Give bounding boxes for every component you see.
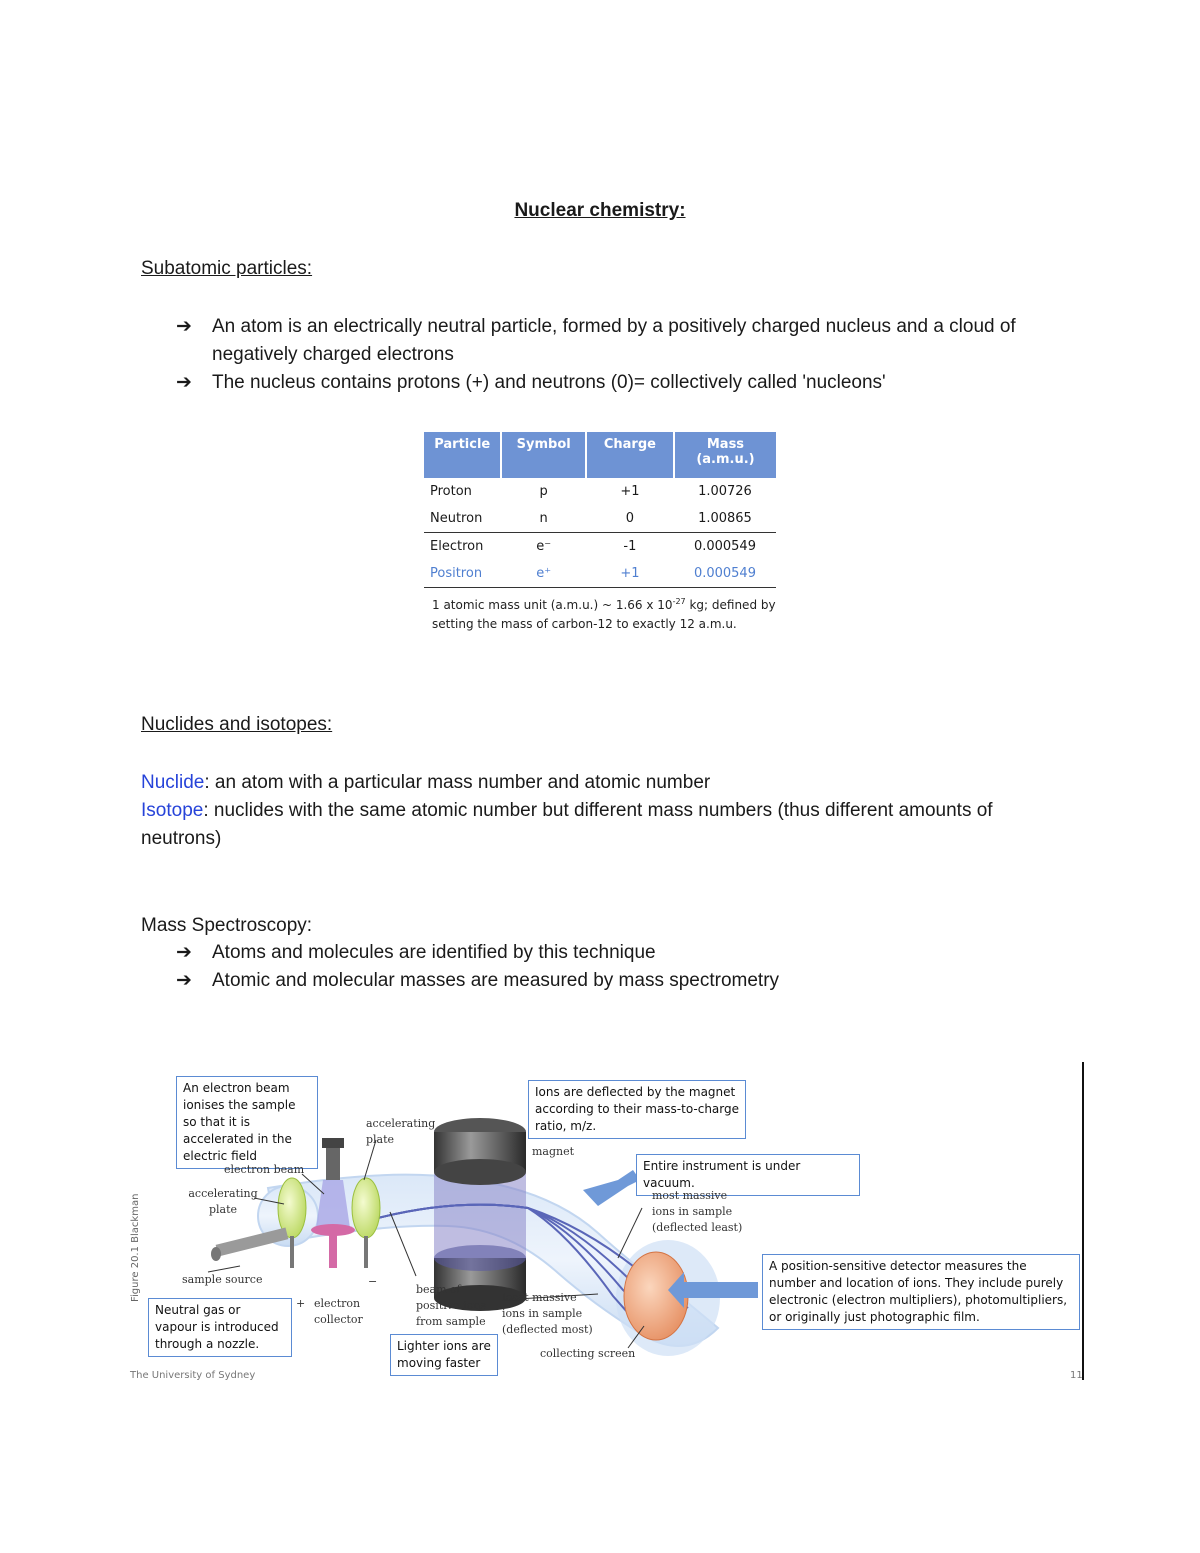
cell-particle: Neutron <box>430 511 483 526</box>
cell-mass: 1.00726 <box>698 484 752 499</box>
col-charge: Charge <box>586 432 674 478</box>
label-minus: − <box>368 1275 378 1288</box>
cell-charge: +1 <box>620 484 640 499</box>
cell-particle: Proton <box>430 484 472 499</box>
label-magnet: magnet <box>532 1145 575 1158</box>
cell-particle: Electron <box>424 533 501 561</box>
footer-page-number: 11 <box>1070 1370 1083 1381</box>
electron-collector-icon <box>329 1230 337 1268</box>
arrow-icon: ➔ <box>176 316 192 337</box>
label-plus: + <box>296 1297 306 1310</box>
label-collecting-screen: collecting screen <box>540 1347 636 1360</box>
arrow-icon: ➔ <box>176 942 192 963</box>
label-accelerating-plate-top: accelerating plate <box>366 1117 436 1146</box>
cell-mass: 1.00865 <box>698 511 752 526</box>
label-beam-of-ions: beam of positive ions from sample <box>416 1283 486 1328</box>
isotope-definition: Isotope: nuclides with the same atomic number but different mass numbers (thus different amounts of neutrons) <box>141 800 993 849</box>
cell-particle: Positron <box>424 560 501 588</box>
label-accelerating-plate-left: accelerating plate <box>188 1187 258 1216</box>
mass-spec-heading: Mass Spectroscopy: <box>141 915 313 936</box>
callout-lighter-ions: Lighter ions are moving faster <box>390 1334 498 1376</box>
callout-vacuum: Entire instrument is under vacuum. <box>636 1154 860 1196</box>
cell-symbol: n <box>539 511 548 526</box>
arrow-icon: ➔ <box>176 372 192 393</box>
particle-table <box>424 432 776 588</box>
nuclides-heading: Nuclides and isotopes: <box>141 714 333 735</box>
table-row <box>424 478 776 505</box>
col-particle: Particle <box>424 432 501 478</box>
cell-symbol: e⁻ <box>501 533 585 561</box>
cell-mass: 0.000549 <box>674 533 776 561</box>
table-row <box>424 505 776 533</box>
list-item: ➔ Atoms and molecules are identified by this technique <box>176 939 1056 967</box>
cell-symbol: p <box>539 484 548 499</box>
callout-electron-beam: An electron beam ionises the sample so that it is accelerated in the electric field <box>176 1076 318 1169</box>
mass-spectrometer-diagram <box>128 1058 1088 1382</box>
callout-neutral-gas: Neutral gas or vapour is introduced through a nozzle. <box>148 1298 292 1357</box>
figure-credit: Figure 20.1 Blackman <box>130 1193 141 1302</box>
label-sample-source: sample source <box>182 1273 263 1286</box>
cell-symbol: e⁺ <box>501 560 585 588</box>
col-symbol: Symbol <box>501 432 585 478</box>
isotope-term: Isotope <box>141 800 204 821</box>
cell-charge: 0 <box>625 511 635 526</box>
list-item: ➔ An atom is an electrically neutral particle, formed by a positively charged nucleus and a cloud of negatively charged electrons <box>176 313 1056 369</box>
callout-deflected: Ions are deflected by the magnet according to their mass-to-charge ratio, m/z. <box>528 1080 746 1139</box>
cell-charge: -1 <box>586 533 674 561</box>
label-most-massive: most massive ions in sample (deflected least) <box>652 1189 743 1234</box>
table-row <box>424 560 776 588</box>
arrow-icon: ➔ <box>176 970 192 991</box>
table-footnote: 1 atomic mass unit (a.m.u.) ~ 1.66 x $10^{-27}$ kg; defined by setting the mass of carbon-12 to exactly 12 a.m.u. <box>432 597 776 631</box>
cell-charge: +1 <box>586 560 674 588</box>
col-mass: Mass (a.m.u.) <box>674 432 776 478</box>
accelerating-plate-right <box>352 1178 380 1238</box>
footer-university: The University of Sydney <box>130 1370 256 1381</box>
table-header-row <box>424 432 776 478</box>
nuclide-definition: Nuclide: an atom with a particular mass number and atomic number <box>141 772 711 793</box>
subatomic-bullets <box>176 313 1056 397</box>
subatomic-heading: Subatomic particles: <box>141 258 313 279</box>
label-least-massive: least massive ions in sample (deflected most) <box>502 1291 593 1336</box>
mass-spec-bullets <box>176 939 1056 995</box>
cell-mass: 0.000549 <box>674 560 776 588</box>
nuclides-definitions <box>141 769 1021 853</box>
nuclide-term: Nuclide <box>141 772 205 793</box>
label-electron-collector: electron collector <box>314 1297 363 1326</box>
list-item: ➔ Atomic and molecular masses are measured by mass spectrometry <box>176 967 1056 995</box>
electron-gun-icon <box>326 1146 340 1180</box>
table-row <box>424 533 776 561</box>
callout-detector: A position-sensitive detector measures the number and location of ions. They include purely electronic (electron multipliers), photomultipliers, or originally just photographic film. <box>762 1254 1080 1330</box>
label-electron-beam: electron beam <box>224 1163 305 1176</box>
list-item: ➔ The nucleus contains protons (+) and neutrons (0)= collectively called 'nucleons' <box>176 369 1056 397</box>
page-title: Nuclear chemistry: <box>514 200 686 221</box>
